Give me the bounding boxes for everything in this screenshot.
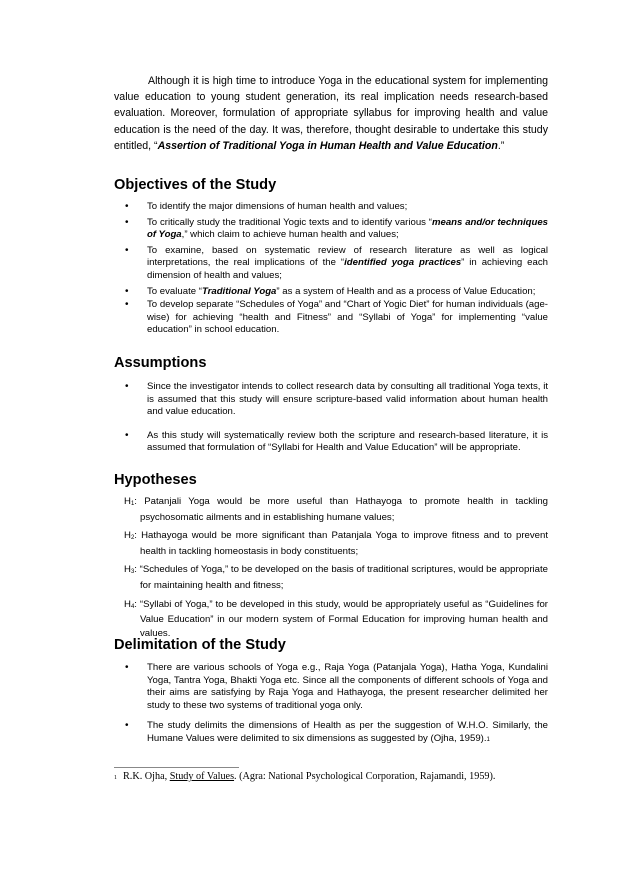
bullet-icon: • — [125, 201, 129, 212]
bullet-icon: • — [125, 662, 129, 673]
bullet-icon: • — [125, 720, 129, 732]
list-item: • To examine, based on systematic review of research literature as well as logical interpretations, the real implications of the “identified yoga practices” in achieving each dimension of health and values; — [125, 244, 548, 281]
footnote-marker: 1 — [486, 736, 490, 743]
intro-paragraph: Although it is high time to introduce Yoga in the educational system for implementing value education to young student generation, its real implication needs research-based evaluation. Moreover, formulation of appropriate syllabus for improving health and value education is the need of the day. It was, therefore, thought desirable to undertake this study entitled, “Assertion of Traditional Yoga in Human Health and Value Education.” — [114, 75, 548, 152]
bullet-icon: • — [125, 429, 129, 441]
list-item: • There are various schools of Yoga e.g., Raja Yoga (Patanjala Yoga), Hatha Yoga, Kundalini Yoga, Tantra Yoga, Bhakti Yoga etc. Since all the components of different schools of Yoga and their aims are satisfying by Raja Yoga and Hathayoga, the present researcher delimited her study to these two systems of traditional yoga only. — [125, 662, 548, 711]
list-item: • Since the investigator intends to collect research data by consulting all traditional Yoga texts, it is assumed that this study will ensure scripture-based valid information about human health and value education. — [125, 381, 548, 418]
footnote-divider — [114, 767, 239, 768]
assumptions-list — [114, 381, 548, 455]
list-item: • The study delimits the dimensions of Health as per the suggestion of W.H.O. Similarly, the Humane Values were delimited to six dimensions as suggested by (Ojha, 1959).1 — [125, 720, 548, 744]
objectives-heading: Objectives of the Study — [114, 177, 277, 193]
footnote: 1 R.K. Ojha, Study of Values. (Agra: National Psychological Corporation, Rajamandi, 1959). — [114, 771, 496, 782]
list-item: $H_4$: “Syllabi of Yoga,” to be developed in this study, would be appropriately useful as “Guidelines for Value Education” in our modern system of Formal Education for improving human health and values. — [124, 598, 548, 639]
bullet-icon: • — [125, 285, 129, 297]
assumptions-heading: Assumptions — [114, 355, 207, 371]
hypotheses-heading: Hypotheses — [114, 472, 197, 488]
list-item: $H_1$: Patanjali Yoga would be more useful than Hathayoga to promote health in tackling psychosomatic ailments and in establishing humane values; — [124, 496, 548, 523]
study-title: Assertion of Traditional Yoga in Human Health and Value Education — [157, 139, 498, 152]
bullet-icon: • — [125, 381, 129, 392]
list-item: • To evaluate “Traditional Yoga” as a system of Health and as a process of Value Education; — [125, 285, 536, 297]
footnote-book-title: Study of Values — [169, 771, 235, 782]
bullet-icon: • — [125, 244, 129, 256]
list-item: • To develop separate “Schedules of Yoga” and “Chart of Yogic Diet” for human individuals (age-wise) for achieving “health and Fitness” and “Syllabi of Yoga” for implementing “value education” in school education. — [125, 299, 548, 336]
delimitation-list — [114, 662, 548, 747]
bullet-icon: • — [125, 299, 129, 311]
list-item: $H_3$: “Schedules of Yoga,” to be developed on the basis of traditional scriptures, would be appropriate for maintaining health and fitness; — [124, 564, 548, 591]
list-item: $H_2$: Hathayoga would be more significant than Patanjala Yoga to improve fitness and to prevent health in tackling homeostasis in body constituents; — [124, 530, 548, 557]
list-item: • To critically study the traditional Yogic texts and to identify various “means and/or techniques of Yoga,” which claim to achieve human health and values; — [125, 216, 549, 241]
objectives-list — [114, 201, 548, 337]
list-item: • To identify the major dimensions of human health and values; — [125, 201, 408, 212]
delimitation-heading: Delimitation of the Study — [114, 637, 286, 653]
hypotheses-list — [124, 495, 548, 645]
bullet-icon: • — [125, 216, 129, 228]
list-item: • As this study will systematically review both the scripture and research-based literature, it is assumed that formulation of “Syllabi for Health and Value Education” will be appropriate. — [125, 429, 548, 454]
